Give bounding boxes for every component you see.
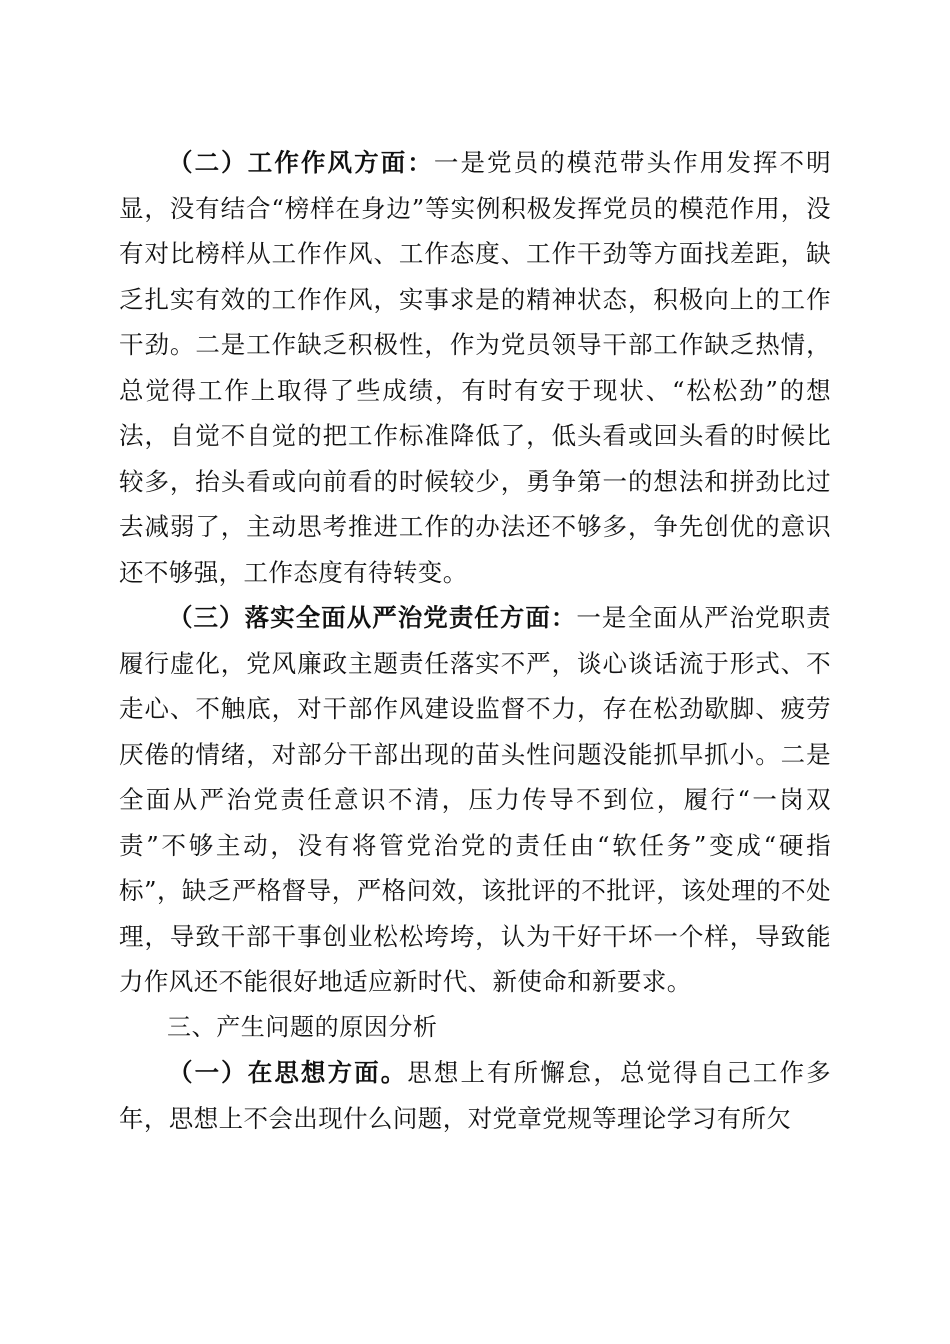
paragraph-work-style — [119, 140, 831, 595]
paragraph-thinking — [119, 1050, 831, 1141]
section-heading: 三、产生问题的原因分析 — [167, 1012, 438, 1041]
paragraph-text: 一是全面从严治党职责履行虚化，党风廉政主题责任落实不严，谈心谈话流于形式、不走心、不触底，对干部作风建设监督不力，存在松劲歇脚、疲劳厌倦的情绪，对部分干部出现的苗头性问题没能抓早抓小。二是全面从严治党责任意识不清，压力传导不到位，履行“一岗双责”不够主动，没有将管党治党的责任由“软任务”变成“硬指标”，缺乏严格督导，严格问效，该批评的不批评，该处理的不处理，导致干部干事创业松松垮垮，认为干好干坏一个样，导致能力作风还不能很好地适应新时代、新使命和新要求。 — [119, 603, 832, 996]
paragraph-lead: （一）在思想方面。 — [168, 1058, 408, 1087]
paragraph-text: 思想上有所懈怠，总觉得自己工作多年，思想上不会出现什么问题，对党章党规等理论学习有所欠 — [119, 1058, 831, 1133]
paragraph-party-governance — [119, 595, 831, 1005]
paragraph-lead: （三）落实全面从严治党责任方面： — [168, 603, 577, 632]
paragraph-lead: （二）工作作风方面： — [168, 148, 434, 177]
paragraph-text: 一是党员的模范带头作用发挥不明显，没有结合“榜样在身边”等实例积极发挥党员的模范作用，没有对比榜样从工作作风、工作态度、工作干劲等方面找差距，缺乏扎实有效的工作作风，实事求是的精神状态，积极向上的工作干劲。二是工作缺乏积极性，作为党员领导干部工作缺乏热情，总觉得工作上取得了些成绩，有时有安于现状、“松松劲”的想法，自觉不自觉的把工作标准降低了，低头看或回头看的时候比较多，抬头看或向前看的时候较少，勇争第一的想法和拼劲比过去减弱了，主动思考推进工作的办法还不够多，争先创优的意识还不够强，工作态度有待转变。 — [119, 148, 831, 587]
document-body — [119, 140, 831, 1141]
